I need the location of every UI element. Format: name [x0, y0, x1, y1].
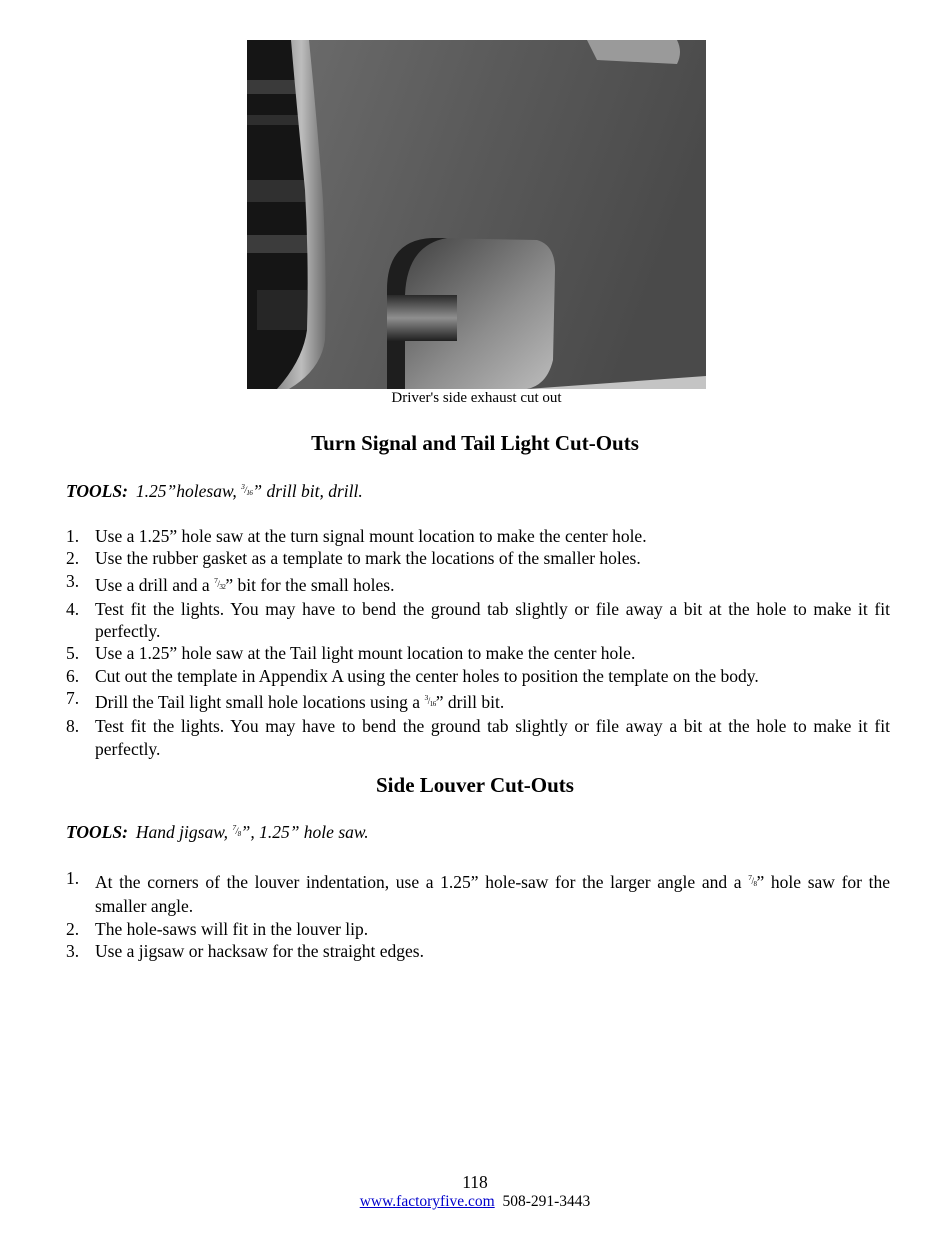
tools-text: ” drill bit, drill. — [252, 481, 363, 501]
tools-line-turn-signal — [66, 481, 363, 502]
website-link[interactable]: www.factoryfive.com — [359, 1193, 495, 1210]
tools-text: Hand jigsaw, — [135, 822, 228, 842]
list-item: 3. Use a drill and a $^{^7/_{32}}$” bit for the small holes. — [66, 570, 395, 595]
tools-text: ”, 1.25” hole saw. — [240, 822, 369, 842]
fraction: 7/8 — [748, 873, 757, 888]
steps-list-turn-signal — [66, 525, 890, 760]
steps-list-side-louver — [66, 867, 890, 962]
section-title-turn-signal: Turn Signal and Tail Light Cut-Outs — [311, 431, 639, 455]
fraction: 3/16 — [241, 482, 253, 497]
tools-text: 1.25”holesaw, — [135, 481, 237, 501]
page-number: 118 — [462, 1172, 488, 1192]
section-title-side-louver: Side Louver Cut-Outs — [376, 773, 574, 797]
list-item: 5. Use a 1.25” hole saw at the Tail light mount location to make the center hole. — [66, 643, 636, 664]
fraction: 7/32 — [214, 575, 226, 591]
list-item: 2. The hole-saws will fit in the louver lip. — [66, 918, 369, 939]
tools-line-side-louver — [66, 822, 369, 843]
footer-contact — [0, 1193, 950, 1211]
photo-caption: Driver's side exhaust cut out — [391, 390, 562, 406]
list-item: 1. Use a 1.25” hole saw at the turn signal mount location to make the center hole. — [66, 526, 647, 546]
list-item: 6. Cut out the template in Appendix A using the center holes to position the template on the body. — [66, 665, 759, 686]
list-item: 2. Use the rubber gasket as a template to mark the locations of the smaller holes. — [66, 548, 641, 569]
list-item: 1. At the corners of the louver indentation, use a 1.25” hole-saw for the larger angle and a $^{^7/_8}$” hole saw for the smaller angle. — [66, 868, 891, 917]
list-item: 4. Test fit the lights. You may have to bend the ground tab slightly or file away a bit at the hole to make it fit perfectly. — [66, 598, 890, 642]
list-item: 3. Use a jigsaw or hacksaw for the straight edges. — [66, 940, 424, 961]
tools-label: TOOLS: — [66, 822, 128, 842]
list-item: 8. Test fit the lights. You may have to bend the ground tab slightly or file away a bit at the hole to make it fit perfectly. — [66, 716, 890, 759]
phone-number: 508-291-3443 — [502, 1193, 591, 1210]
list-item: 7. Drill the Tail light small hole locations using a $^{^3/_{16}}$” drill bit. — [66, 688, 505, 713]
fraction: 3/16 — [424, 693, 436, 709]
fraction: 7/8 — [232, 823, 241, 838]
tools-label: TOOLS: — [66, 481, 128, 501]
exhaust-cutout-photo — [247, 40, 706, 389]
